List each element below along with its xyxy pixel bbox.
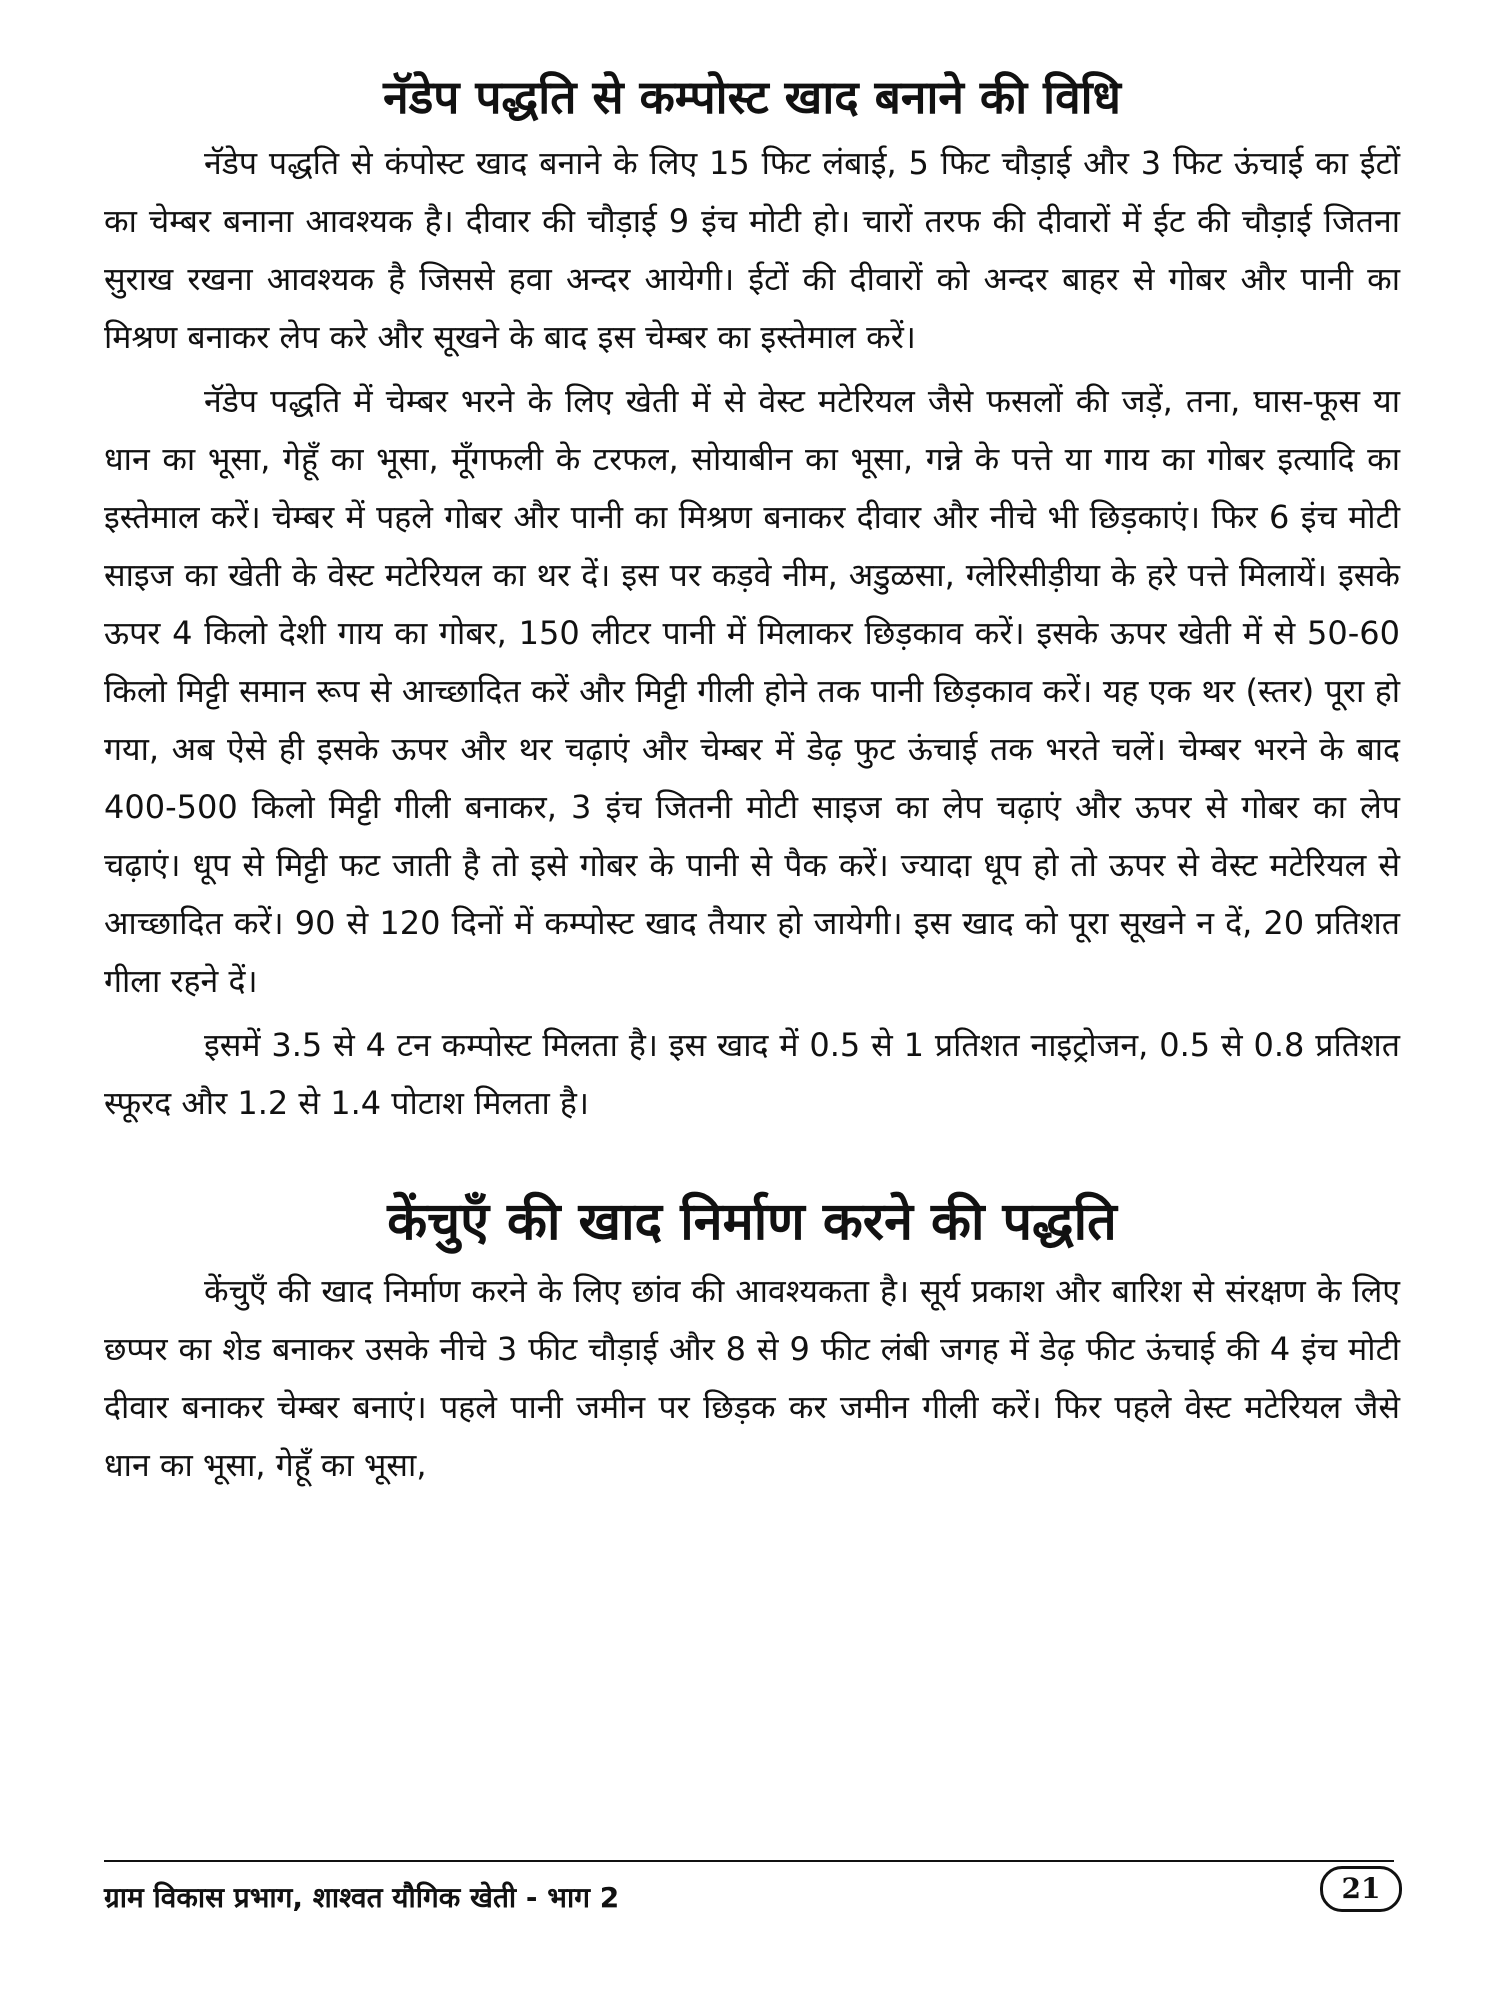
section-title-vermicompost: केंचुएँ की खाद निर्माण करने की पद्धति bbox=[387, 1192, 1117, 1252]
footer-text: ग्राम विकास प्रभाग, शाश्वत यौगिक खेती - भाग 2 bbox=[104, 1881, 620, 1914]
footer-divider bbox=[104, 1860, 1394, 1862]
paragraph: केंचुएँ की खाद निर्माण करने के लिए छांव की आवश्यकता है। सूर्य प्रकाश और बारिश से संरक्षण के लिए छप्पर का शेड बनाकर उसके नीचे 3 फीट चौड़ाई और 8 से 9 फीट लंबी जगह में डेढ़ फीट ऊंचाई की 4 इंच मोटी दीवार बनाकर चेम्बर बनाएं। पहले पानी जमीन पर छिड़क कर जमीन गीली करें। फिर पहले वेस्ट मटेरियल जैसे धान का भूसा, गेहूँ का भूसा, bbox=[104, 1272, 1400, 1484]
paragraph: नॅडेप पद्धति में चेम्बर भरने के लिए खेती में से वेस्ट मटेरियल जैसे फसलों की जड़ें, तना, घास-फूस या धान का भूसा, गेहूँ का भूसा, मूँगफली के टरफल, सोयाबीन का भूसा, गन्ने के पत्ते या गाय का गोबर इत्यादि का इस्तेमाल करें। चेम्बर में पहले गोबर और पानी का मिश्रण बनाकर दीवार और नीचे भी छिड़काएं। फिर 6 इंच मोटी साइज का खेती के वेस्ट मटेरियल का थर दें। इस पर कड़वे नीम, अडुळसा, ग्लेरिसीड़ीया के हरे पत्ते मिलायें। इसके ऊपर 4 किलो देशी गाय का गोबर, 150 लीटर पानी में मिलाकर छिड़काव करें। इसके ऊपर खेती में से 50-60 किलो मिट्टी समान रूप से आच्छादित करें और मिट्टी गीली होने तक पानी छिड़काव करें। यह एक थर (स्तर) पूरा हो गया, अब ऐसे ही इसके ऊपर और थर चढ़ाएं और चेम्बर में डेढ़ फुट ऊंचाई तक भरते चलें। चेम्बर भरने के बाद 400-500 किलो मिट्टी गीली बनाकर, 3 इंच जितनी मोटी साइज का लेप चढ़ाएं और ऊपर से गोबर का लेप चढ़ाएं। धूप से मिट्टी फट जाती है तो इसे गोबर के पानी से पैक करें। ज्यादा धूप हो तो ऊपर से वेस्ट मटेरियल से आच्छादित करें। 90 से 120 दिनों में कम्पोस्ट खाद तैयार हो जायेगी। इस खाद को पूरा सूखने न दें, 20 प्रतिशत गीला रहने दें। bbox=[104, 382, 1400, 1000]
paragraph: नॅडेप पद्धति से कंपोस्ट खाद बनाने के लिए 15 फिट लंबाई, 5 फिट चौड़ाई और 3 फिट ऊंचाई का ईटों का चेम्बर बनाना आवश्यक है। दीवार की चौड़ाई 9 इंच मोटी हो। चारों तरफ की दीवारों में ईट की चौड़ाई जितना सुराख रखना आवश्यक है जिससे हवा अन्दर आयेगी। ईटों की दीवारों को अन्दर बाहर से गोबर और पानी का मिश्रण बनाकर लेप करे और सूखने के बाद इस चेम्बर का इस्तेमाल करें। bbox=[104, 144, 1400, 356]
page-number: 21 bbox=[1320, 1866, 1402, 1912]
section-title-nadep: नॅडेप पद्धति से कम्पोस्ट खाद बनाने की विधि bbox=[383, 70, 1121, 124]
paragraph: इसमें 3.5 से 4 टन कम्पोस्ट मिलता है। इस खाद में 0.5 से 1 प्रतिशत नाइट्रोजन, 0.5 से 0.8 प्रतिशत स्फूरद और 1.2 से 1.4 पोटाश मिलता है। bbox=[104, 1026, 1400, 1122]
page-content bbox=[104, 60, 1400, 1500]
